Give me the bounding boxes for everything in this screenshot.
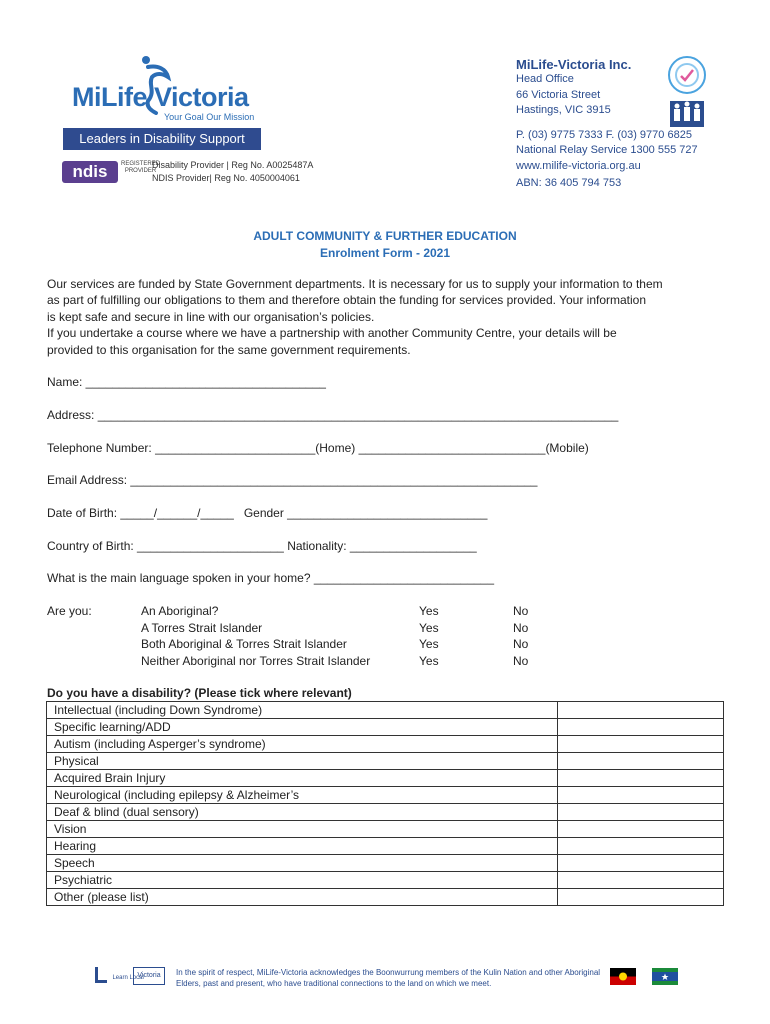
intro-line: as part of fulfilling our obligations to them and therefore obtain the funding for services provided. Your information <box>47 293 647 308</box>
tick-cell[interactable] <box>558 753 724 770</box>
country-nationality-field[interactable]: Country of Birth: ______________________ Nationality: ___________________ <box>47 539 477 553</box>
table-row <box>47 770 724 787</box>
torres-strait-flag-icon <box>652 968 678 985</box>
table-row <box>47 736 724 753</box>
disability-label: Intellectual (including Down Syndrome) <box>47 702 558 719</box>
atsi-label: Are you: <box>47 604 92 618</box>
email-field[interactable]: Email Address: _____________________________________________________________ <box>47 473 538 487</box>
name-field[interactable]: Name: ____________________________________ <box>47 375 326 389</box>
intro-line: Our services are funded by State Government departments. It is necessary for us to supply your information to them <box>47 277 663 291</box>
table-row <box>47 855 724 872</box>
table-row <box>47 787 724 804</box>
address-line: 66 Victoria Street <box>516 88 601 101</box>
disability-label: Vision <box>47 821 558 838</box>
atsi-option: Both Aboriginal & Torres Strait Islander <box>141 637 347 651</box>
acknowledgement-text: In the spirit of respect, MiLife-Victoria acknowledges the Boonwurrung members of the Kulin Nation and other Aboriginal Elders, past and present, who have traditional connections to the land on which we meet. <box>176 968 601 988</box>
table-row <box>47 719 724 736</box>
address-field[interactable]: Address: ______________________________________________________________________________ <box>47 408 619 422</box>
atsi-options <box>141 603 370 669</box>
disability-label: Physical <box>47 753 558 770</box>
disability-label: Autism (including Asperger’s syndrome) <box>47 736 558 753</box>
disability-label: Other (please list) <box>47 889 558 906</box>
intro-line: provided to this organisation for the same government requirements. <box>47 342 411 357</box>
victoria-state-logo: Victoria <box>133 967 165 985</box>
table-row <box>47 821 724 838</box>
table-row <box>47 753 724 770</box>
yes-option[interactable]: Yes <box>419 604 439 618</box>
disability-label: Neurological (including epilepsy & Alzheimer’s <box>47 787 558 804</box>
ndis-provider-reg: NDIS Provider| Reg No. 4050004061 <box>152 173 300 183</box>
no-option[interactable]: No <box>513 604 529 618</box>
table-row <box>47 702 724 719</box>
address-line: Hastings, VIC 3915 <box>516 103 611 116</box>
disability-provider-reg: Disability Provider | Reg No. A0025487A <box>152 160 314 170</box>
tick-cell[interactable] <box>558 787 724 804</box>
ndis-logo: ndis <box>62 161 118 183</box>
aboriginal-flag-icon <box>610 968 636 985</box>
table-row <box>47 838 724 855</box>
atsi-option: Neither Aboriginal nor Torres Strait Islander <box>141 653 371 668</box>
tick-cell[interactable] <box>558 855 724 872</box>
intro-line: is kept safe and secure in line with our organisation’s policies. <box>47 309 375 324</box>
yes-option[interactable]: Yes <box>419 653 439 668</box>
yes-option[interactable]: Yes <box>419 637 439 651</box>
atsi-no-column <box>513 603 528 669</box>
disability-label: Speech <box>47 855 558 872</box>
logo-banner: Leaders in Disability Support <box>63 128 261 150</box>
no-option[interactable]: No <box>513 637 529 651</box>
learn-local-icon <box>94 966 108 984</box>
ndis-registered-label: REGISTERED PROVIDER <box>121 161 161 174</box>
tick-cell[interactable] <box>558 889 724 906</box>
address-line: Head Office <box>516 73 574 86</box>
disability-label: Specific learning/ADD <box>47 719 558 736</box>
yes-option[interactable]: Yes <box>419 620 439 635</box>
home-language-field[interactable]: What is the main language spoken in your home? ___________________________ <box>47 571 495 585</box>
atsi-option: An Aboriginal? <box>141 604 219 618</box>
form-title: ADULT COMMUNITY & FURTHER EDUCATION <box>253 229 517 243</box>
disability-heading: Do you have a disability? (Please tick where relevant) <box>47 686 352 700</box>
website: www.milife-victoria.org.au <box>516 159 641 172</box>
abn: ABN: 36 405 794 753 <box>516 177 622 190</box>
disability-label: Psychiatric <box>47 872 558 889</box>
disability-label: Deaf & blind (dual sensory) <box>47 804 558 821</box>
rainbow-tick-badge-icon <box>668 56 706 94</box>
no-option[interactable]: No <box>513 620 529 635</box>
table-row <box>47 872 724 889</box>
table-row <box>47 804 724 821</box>
tick-cell[interactable] <box>558 821 724 838</box>
tick-cell[interactable] <box>558 770 724 787</box>
disability-table <box>46 701 724 906</box>
tick-cell[interactable] <box>558 804 724 821</box>
tick-cell[interactable] <box>558 872 724 889</box>
logo-name: MiLife Victoria <box>72 82 249 112</box>
org-name: MiLife-Victoria Inc. <box>516 57 632 72</box>
phone-fax: P. (03) 9775 7333 F. (03) 9770 6825 <box>516 129 692 142</box>
no-option[interactable]: No <box>513 653 529 668</box>
logo-tagline: Your Goal Our Mission <box>164 112 255 122</box>
registration-numbers <box>152 159 313 185</box>
intro-paragraph <box>47 276 727 358</box>
accreditation-badge-icon <box>670 101 704 127</box>
tick-cell[interactable] <box>558 736 724 753</box>
form-subtitle: Enrolment Form - 2021 <box>319 246 451 260</box>
dob-gender-field[interactable]: Date of Birth: _____/______/_____ Gender ______________________________ <box>47 506 488 520</box>
intro-line: If you undertake a course where we have a partnership with another Community Centre, your details will be <box>47 326 617 341</box>
atsi-option: A Torres Strait Islander <box>141 620 263 635</box>
disability-label: Hearing <box>47 838 558 855</box>
tick-cell[interactable] <box>558 838 724 855</box>
disability-label: Acquired Brain Injury <box>47 770 558 787</box>
atsi-yes-column <box>419 603 439 669</box>
tick-cell[interactable] <box>558 702 724 719</box>
telephone-field[interactable]: Telephone Number: ________________________(Home) ____________________________(Mobile) <box>47 441 589 455</box>
learn-local-logo: Learn Local <box>94 966 144 984</box>
table-row <box>47 889 724 906</box>
tick-cell[interactable] <box>558 719 724 736</box>
relay-service: National Relay Service 1300 555 727 <box>516 144 698 157</box>
